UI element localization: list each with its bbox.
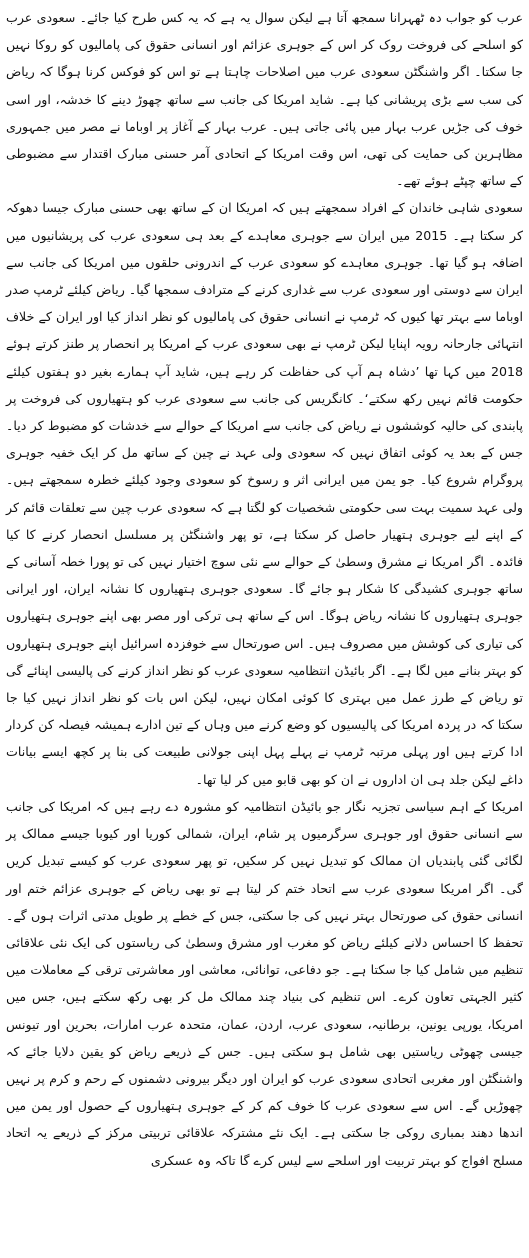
article-paragraph-2: سعودی شاہی خاندان کے افراد سمجھتے ہیں کہ امریکا ان کے ساتھ بھی حسنی مبارک جیسا دھوکہ کر سکتا ہے۔ 2015 میں ایران سے جوہری معاہدے کے بعد ہی سعودی عرب کی پریشانیوں میں اضافہ ہو گیا تھا۔ جوہری معاہدے کو سعودی عرب کے اندرونی حلقوں میں امریکا کی جانب سے ایران سے دوستی اور سعودی عرب سے غداری کرنے کے مترادف سمجھا گیا۔ ریاض کیلئے ٹرمپ صدر اوباما سے بہتر تھا کیوں کہ ٹرمپ نے انسانی حقوق کی پامالیوں کو نظر انداز کیا اور ایران کے خلاف انتہائی جارحانہ رویہ اپنایا لیکن ٹرمپ نے بھی سعودی عرب کے امریکا پر انحصار پر طنز کرتے ہوئے 2018 میں کہا تھا ’دشاہ ہم آپ کی حفاظت کر رہے ہیں، شاید آپ ہمارے بغیر دو ہفتوں کیلئے حکومت قائم نہیں رکھ سکتے‘۔ کانگریس کی جانب سے سعودی عرب کو ہتھیاروں کی فروخت پر پابندی کی حالیہ کوششوں نے ریاض کی جانب سے امریکا کے حوالے سے خدشات کو مضبوط کر دیا۔ جس کے بعد یہ کوئی اتفاق نہیں کہ سعودی ولی عہد نے چین کے ساتھ مل کر ایک خفیہ جوہری پروگرام شروع کیا۔ جو یمن میں ایرانی اثر و رسوخ کو سعودی وجود کیلئے خطرہ سمجھتے ہیں۔ ولی عہد سمیت بہت سی حکومتی شخصیات کو لگتا ہے کہ سعودی عرب چین سے تعلقات قائم کر کے اپنے لیے جوہری ہتھیار حاصل کر سکتا ہے، تو پھر واشنگٹن پر مسلسل انحصار کرنے کا کیا فائدہ۔ اگر امریکا نے مشرق وسطیٰ کے حوالے سے نئی سوچ اختیار نہیں کی تو پورا خطہ آسانی کے ساتھ جوہری کشیدگی کا شکار ہو جائے گا۔ سعودی جوہری ہتھیاروں کا نشانہ ایران، اور ایرانی جوہری ہتھیاروں کا نشانہ ریاض ہوگا۔ اس کے ساتھ ہی ترکی اور مصر بھی اپنے جوہری ہتھیاروں کی تیاری کی کوشش میں مصروف ہیں۔ اس صورتحال سے خوفزدہ اسرائیل اپنے جوہری ہتھیاروں کو بہتر بنانے میں لگا ہے۔ اگر بائیڈن انتظامیہ سعودی عرب کو نظر انداز کرنے کی پالیسی اپنائے گی تو ریاض کے طرز عمل میں بہتری کا کوئی امکان نہیں، لیکن اس بات کو نظر انداز نہیں کیا جا سکتا کہ در پردہ امریکا کی پالیسیوں کو وضع کرنے میں وہاں کے تین ادارے ہمیشہ فیصلہ کن کردار ادا کرتے ہیں اور پہلی مرتبہ ٹرمپ نے پہلے پہل اپنی جولانی طبیعت کی بنا پر کچھ ایسے بیانات داغے لیکن جلد ہی ان اداروں نے ان کو بھی قابو میں کر لیا تھا۔ [6,200,524,787]
article-paragraph-3: امریکا کے اہم سیاسی تجزیہ نگار جو بائیڈن انتظامیہ کو مشورہ دے رہے ہیں کہ امریکا کی جانب سے انسانی حقوق اور جوہری سرگرمیوں پر شام، ایران، شمالی کوریا اور کیوبا جیسے ممالک پر لگائی گئی پابندیاں ان ممالک کو تبدیل نہیں کر سکیں، تو پھر سعودی عرب کو کیسے تبدیل کریں گی۔ اگر امریکا سعودی عرب سے اتحاد ختم کر لیتا ہے تو بھی ریاض کے جوہری عزائم ختم اور انسانی حقوق کی صورتحال بہتر نہیں کی جا سکتی، جس کے خطے پر طویل مدتی اثرات ہوں گے۔ تحفظ کا احساس دلانے کیلئے ریاض کو مغرب اور مشرق وسطیٰ کی ریاستوں کی ایک نئی علاقائی تنظیم میں شامل کیا جا سکتا ہے۔ جو دفاعی، توانائی، معاشی اور معاشرتی ترقی کے معاملات میں کثیر الجہتی تعاون کرے۔ اس تنظیم کی بنیاد چند ممالک مل کر بھی رکھ سکتے ہیں، جس میں امریکا، یورپی یونین، برطانیہ، سعودی عرب، اردن، عمان، متحدہ عرب امارات، بحرین اور تیونس جیسی چھوٹی ریاستیں بھی شامل ہو سکتی ہیں۔ جس کے ذریعے ریاض کو یقین دلایا جائے کہ واشنگٹن اور مغربی اتحادی سعودی عرب کو ایران اور دیگر بیرونی دشمنوں کے رحم و کرم پر نہیں چھوڑیں گے۔ اس سے سعودی عرب کا خوف کم کر کے جوہری ہتھیاروں کے حصول اور یمن میں اندھا دھند بمباری روکی جا سکتی ہے۔ ایک نئے مشترکہ علاقائی تربیتی مرکز کے ذریعے یہ اتحاد مسلح افواج کو بہتر تربیت اور اسلحے سے لیس کرے گا تاکہ وہ عسکری [6,798,523,1168]
article-paragraph-1: عرب کو جواب دہ ٹھہرانا سمجھ آتا ہے لیکن سوال یہ ہے کہ یہ کس طرح کیا جائے۔ سعودی عرب کو اسلحے کی فروخت روک کر اس کے جوہری عزائم اور انسانی حقوق کی پامالیوں کو روکا نہیں جا سکتا۔ اگر واشنگٹن سعودی عرب میں اصلاحات چاہتا ہے تو اس کو فوکس کرنا ہوگا کہ ریاض کی سب سے بڑی پریشانی کیا ہے۔ شاید امریکا کی جانب سے ساتھ چھوڑ دینے کا خدشہ، اور اسی خوف کی جڑیں عرب بہار میں پائی جاتی ہیں۔ عرب بہار کے آغاز پر اوباما نے مصر میں جمہوری مظاہرین کی حمایت کی تھی، اس وقت امریکا کے اتحادی آمر حسنی مبارک اقتدار سے مضبوطی کے ساتھ چپٹے ہوئے تھے۔ [6,10,523,189]
